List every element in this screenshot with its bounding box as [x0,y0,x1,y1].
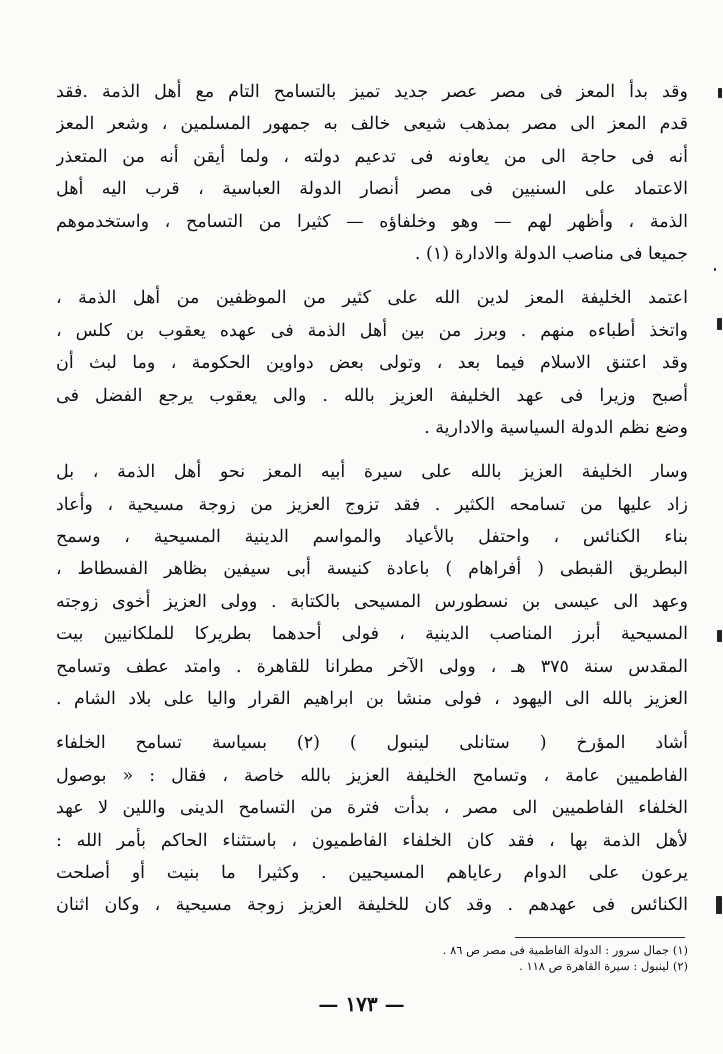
text-line: اعتمد الخليفة المعز لدين الله على كثير من الموظفين من أهل الذمة ، [56,288,688,309]
scan-artifact [716,896,722,914]
body-text [56,76,688,934]
paragraph-3 [56,456,688,715]
text-line: قدم المعز الى مصر بمذهب شيعى خالف به جمهور المسلمين ، وشعر المعز [56,114,688,135]
text-line: جميعا فى مناصب الدولة والادارة (١) . [414,243,688,264]
footnote-divider [515,937,685,938]
page-number: — ١٧٣ — [318,992,405,1016]
text-line: لأهل الذمة بها ، فقد كان الخلفاء الفاطميون ، باستثناء الحاكم بأمر الله : [56,830,688,851]
text-line: وقد بدأ المعز فى مصر عصر جديد تميز بالتسامح التام مع أهل الذمة .فقد [56,82,688,102]
text-line: وقد اعتنق الاسلام فيما بعد ، وتولى بعض دواوين الحكومة ، وما لبث أن [56,353,688,374]
text-line: الفاطميين عامة ، وتسامح الخليفة العزيز بالله خاصة ، فقال : « بوصول [56,765,688,786]
text-line: أنه فى حاجة الى من يعاونه فى تدعيم دولته ، ولما أيقن أنه من المتعذر [56,146,688,167]
scan-artifact [717,318,722,330]
text-line: البطريق القبطى ( أفراهام ) باعادة كنيسة أبى سيفين بظاهر الفسطاط ، [56,559,688,580]
text-line: الخلفاء الفاطميين الى مصر ، بدأت فترة من التسامح الدينى واللين لا عهد [56,798,688,819]
text-line: المقدس سنة ٣٧٥ هـ ، وولى الآخر مطرانا للقاهرة . وامتد عطف وتسامح [56,656,688,677]
text-line: زاد عليها من تسامحه الكثير . فقد تزوج العزيز من زوجة مسيحية ، وأعاد [56,494,688,515]
text-line: الاعتماد على السنيين فى مصر أنصار الدولة العباسية ، قرب اليه أهل [56,179,688,200]
text-line: العزيز بالله الى اليهود ، فولى منشا بن ابراهيم القرار واليا على بلاد الشام . [56,689,688,710]
text-line: الذمة ، وأظهر لهم — وهو وخلفاؤه — كثيرا من التسامح ، واستخدموهم [56,211,688,232]
scan-artifact [718,88,722,98]
footnote-2: (٢) لينبول : سيرة القاهرة ص ١١٨ . [519,959,688,973]
paragraph-1 [56,76,688,270]
scan-artifact [714,268,716,271]
text-line: بناء الكنائس ، واحتفل بالأعياد والمواسم الدينية المسيحية ، وسمح [56,527,688,548]
text-line: وعهد الى عيسى بن نسطورس المسيحى بالكتابة . وولى العزيز أخوى زوجته [56,591,688,612]
paragraph-2 [56,282,688,444]
text-line: أصبح وزيرا فى عهد الخليفة العزيز بالله . والى يعقوب يرجع الفضل فى [56,385,688,406]
text-line: وسار الخليفة العزيز بالله على سيرة أبيه المعز نحو أهل الذمة ، بل [56,462,688,483]
text-line: يرعون على الدوام رعاياهم المسيحيين . وكثيرا ما بنيت أو أصلحت [56,862,688,883]
text-line: أشاد المؤرخ ( ستانلى لينبول ) (٢) بسياسة تسامح الخلفاء [56,733,688,754]
scan-artifact [717,630,722,642]
text-line: المسيحية أبرز المناصب الدينية ، فولى أحدهما بطريركا للملكانيين بيت [56,624,688,645]
text-line: الكنائس فى عهدهم . وقد كان للخليفة العزيز زوجة مسيحية ، وكان اثنان [56,895,688,916]
text-line: وضع نظم الدولة السياسية والادارية . [424,417,688,438]
paragraph-4 [56,727,688,921]
footnote-1: (١) جمال سرور : الدولة الفاطمية فى مصر ص ٨٦ . [442,943,688,957]
footnotes [300,942,688,974]
text-line: واتخذ أطباءه منهم . وبرز من بين أهل الذمة فى عهده يعقوب بن كلس ، [56,320,688,341]
